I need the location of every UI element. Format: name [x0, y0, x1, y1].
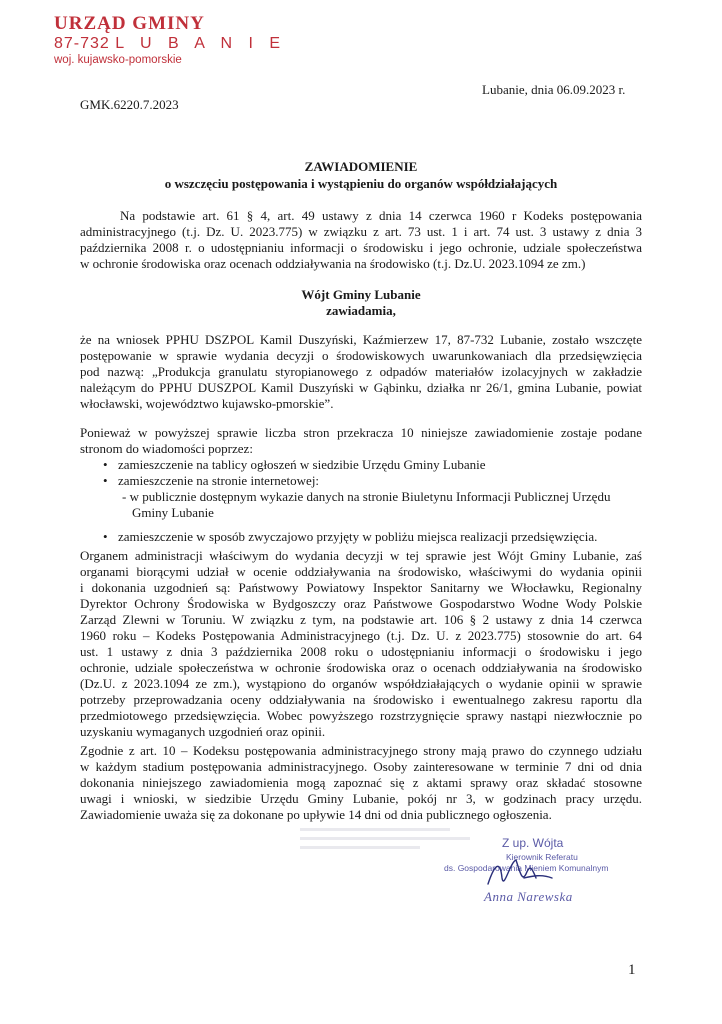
list-item-text: zamieszczenie w sposób zwyczajowo przyjęty w pobliżu miejsca realizacji przedsięwzięcia.: [118, 529, 598, 544]
text-line: Zgodnie z art. 10 – Kodeksu postępowania administracyjnego strony mają prawo do czynnego udziału: [80, 743, 642, 758]
text-line: dokonania niniejszego zawiadomienia mogą zapoznać się z aktami sprawy oraz składać stosowne: [80, 775, 642, 790]
document-title: ZAWIADOMIENIE: [304, 159, 418, 174]
text-line: stronom do wiadomości poprzez:: [80, 441, 253, 456]
signature-role: Kierownik Referatu: [506, 852, 578, 862]
list-item: [103, 473, 643, 521]
stamp-postcode: 87-732: [54, 35, 110, 52]
place-and-date: Lubanie, dnia 06.09.2023 r.: [482, 82, 626, 97]
notification-paragraph: [80, 425, 642, 457]
text-line: 1960 roku – Kodeks Postępowania Administracyjnego (t.j. Dz. U. z 2023.775) stosownie do art. 64: [80, 628, 642, 643]
list-item: [103, 457, 643, 473]
text-line: przedmiotowego przedsięwzięcia. Wobec powyższego rozstrzygnięcie sprawy nastąpi niezwłocznie po: [80, 708, 642, 723]
text-line: organami biorącymi udział w ocenie oddziaływania na środowisko, właściwymi do wydania opinii: [80, 564, 642, 579]
stamp-address: [54, 36, 286, 52]
authorities-paragraph: [80, 548, 642, 740]
page-number: 1: [628, 962, 636, 978]
text-line: - w publicznie dostępnym wykazie danych na stronie Biuletynu Informacji Publicznej Urzędu: [122, 489, 611, 504]
text-line: włocławski, województwo kujawsko-pmorskie”.: [80, 396, 334, 411]
text-line: Dyrektor Ochrony Środowiska w Bydgoszczy oraz Państwowe Gospodarstwo Wodne Wody Polskie: [80, 596, 642, 611]
rights-paragraph: [80, 743, 642, 823]
signature-title: Z up. Wójta: [502, 836, 564, 850]
text-line: Zarząd Zlewni w Toruniu. W związku z tym, na podstawie art. 106 § 2 ustawy z dnia 14 czerwca: [80, 612, 642, 627]
stamp-office-name: URZĄD GMINY: [54, 13, 205, 34]
text-line: października 2008 r. o udostępnianiu informacji o środowisku i jego ochronie, udziale społeczeństwa: [80, 240, 642, 255]
list-item-text: zamieszczenie na stronie internetowej:: [118, 473, 320, 488]
document-subtitle: o wszczęciu postępowania i wystąpieniu do organów współdziałających: [164, 176, 558, 191]
stamp-voivodeship: woj. kujawsko-pomorskie: [54, 54, 182, 66]
stamp-town: L U B A N I E: [115, 35, 287, 52]
text-line: pod nazwą: „Produkcja granulatu styropianowego z odpadów materiałów izolacyjnych w zakładzie: [80, 364, 642, 379]
signature-block: [440, 836, 640, 906]
text-line: i dokonania uzgodnień są: Państwowy Powiatowy Inspektor Sanitarny we Włocławku, Regionalny: [80, 580, 642, 595]
signatory-name: Anna Narewska: [484, 889, 573, 904]
text-line: administracyjnego (t.j. Dz. U. 2023.775) w związku z art. 73 ust. 1 i art. 74 ust. 3 ustawy z dnia 3: [80, 224, 642, 239]
signature-department: ds. Gospodarowania Mieniem Komunalnym: [444, 863, 609, 873]
text-line: uzyskaniu wymaganych uzgodnień oraz opinii.: [80, 724, 326, 739]
office-stamp: [54, 14, 286, 67]
text-line: uwagi i wnioski, w siedzibie Urzędu Gminy Lubanie, pokój nr 3, w godzinach pracy urzędu.: [80, 791, 642, 806]
announces-heading: zawiadamia,: [326, 303, 396, 318]
text-line: Na podstawie art. 61 § 4, art. 49 ustawy z dnia 14 czerwca 1960 r Kodeks postępowania: [120, 208, 642, 223]
list-item-text: zamieszczenie na tablicy ogłoszeń w siedzibie Urzędu Gminy Lubanie: [118, 457, 486, 472]
case-reference: GMK.6220.7.2023: [80, 97, 179, 112]
notification-methods-list: [103, 457, 643, 545]
application-paragraph: [80, 332, 642, 412]
text-line: należącym do PPHU DUSZPOL Kamil Duszyński w Gąbinku, działka nr 26/1, gmina Lubanie, powiat: [80, 380, 642, 395]
text-line: Ponieważ w powyższej sprawie liczba stron przekracza 10 niniejsze zawiadomienie zostaje podane: [80, 425, 642, 440]
text-line: że na wniosek PPHU DSZPOL Kamil Duszyński, Kaźmierzew 17, 87-732 Lubanie, zostało wszczęte: [80, 332, 642, 347]
text-line: Zawiadomienie uważa się za dokonane po upływie 14 dni od dnia publicznego ogłoszenia.: [80, 807, 552, 822]
text-line: Gminy Lubanie: [132, 505, 214, 520]
text-line: postępowanie w sprawie wydania decyzji o środowiskowych uwarunkowaniach dla przedsięwzięcia: [80, 348, 642, 363]
text-line: w każdym stadium postępowania administracyjnego. Osoby zainteresowane w terminie 7 dni od dnia: [80, 759, 642, 774]
text-line: w ochronie środowiska oraz ocenach oddziaływania na środowisko (t.j. Dz.U. 2023.1094 ze zm.): [80, 256, 586, 271]
text-line: (Dz.U. z 2023.1094 ze zm.), wystąpiono do organów współdziałających o wydanie opinii w sprawie: [80, 676, 642, 691]
legal-basis-paragraph: [80, 208, 642, 272]
sub-item: [118, 489, 643, 521]
text-line: ust. 1 ustawy z dnia 3 października 2008 roku o udostępnianiu informacji o środowisku i jego: [80, 644, 642, 659]
text-line: ochronie, udziale społeczeństwa w ochronie środowiska oraz o ocenach oddziaływania na środowisko: [80, 660, 642, 675]
list-item: [103, 529, 643, 545]
text-line: Organem administracji właściwym do wydania decyzji w tej sprawie jest Wójt Gminy Lubanie, zaś: [80, 548, 642, 563]
text-line: potrzeby przeprowadzania oceny oddziaływania na środowisko i ewentualnego zakresu raportu dla: [80, 692, 642, 707]
authority-heading: Wójt Gminy Lubanie: [301, 287, 421, 302]
